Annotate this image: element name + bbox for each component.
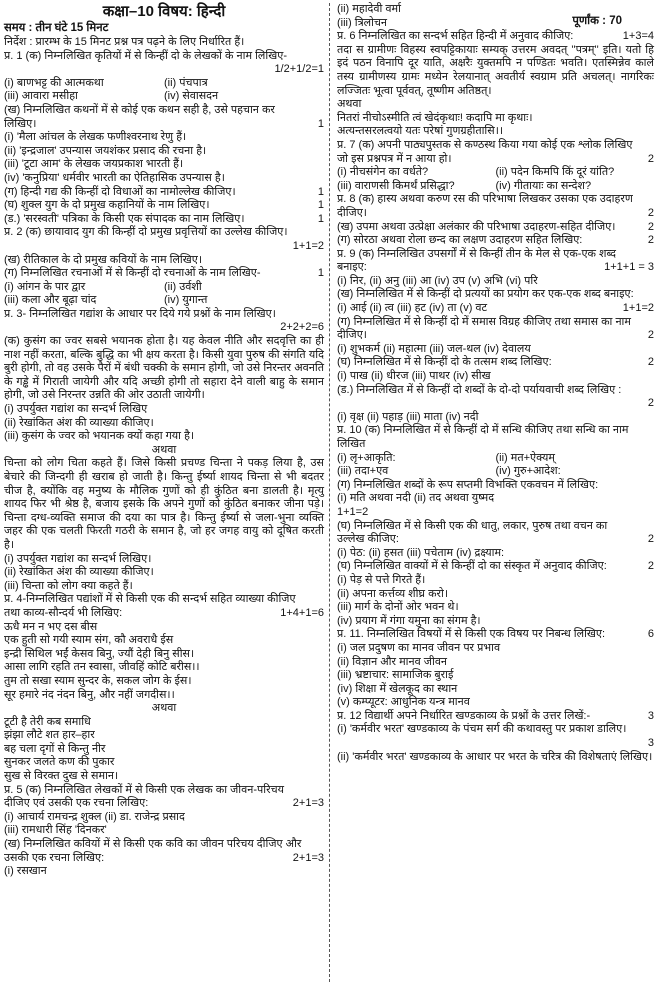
question-line (4, 199, 324, 213)
question-line (4, 417, 324, 431)
question-line (4, 403, 324, 417)
marks-value: 2 (647, 329, 654, 342)
question-line (4, 566, 324, 580)
line-text: प्र. 12 विद्यार्थी अपने निर्धारित खण्डकाव्य के प्रश्नों के उत्तर लिखें:- (337, 709, 591, 722)
question-line (4, 267, 324, 281)
option-item: (iv) युगान्त (164, 294, 208, 307)
question-line (337, 153, 654, 167)
question-line (337, 751, 654, 765)
question-line (4, 716, 324, 730)
question-line (4, 226, 324, 240)
marks-line (4, 321, 324, 335)
line-text: तथा काव्य-सौन्दर्य भी लिखिए: (4, 606, 123, 619)
option-item: (i) बाणभट्ट की आत्मकथा (4, 76, 104, 89)
question-line (337, 696, 654, 710)
line-text: (ii) रेखांकित अंश की व्याख्या कीजिए। (4, 416, 154, 429)
option-pair (337, 465, 654, 479)
question-line (337, 316, 654, 330)
option-pair (4, 281, 324, 295)
question-line (4, 553, 324, 567)
line-text: प्र. 6 निम्नलिखित का सन्दर्भ सहित हिन्दी में अनुवाद कीजिए: (337, 30, 574, 43)
marks-value: 1 (317, 199, 324, 212)
line-text: लिखिए। (4, 117, 37, 130)
question-line (4, 90, 324, 104)
right-column (329, 3, 654, 982)
option-item: (i) नीचसंगेन का वर्धते? (337, 166, 429, 179)
question-line (4, 118, 324, 132)
line-text: (iii) कुसंग के ज्वर को भयानक क्यों कहा गया है। (4, 430, 195, 443)
question-line (4, 689, 324, 703)
line-text: 1+1=2 (337, 505, 369, 518)
line-text: बह चला दृगों से किन्तु नीर (4, 742, 106, 755)
question-line (4, 308, 324, 322)
line-text: (iv) प्रयाग में गंगा यमुना का संगम है। (337, 614, 481, 627)
line-text: अथवा (337, 98, 362, 111)
question-line (337, 261, 654, 275)
line-text: (ii) 'इन्द्रजाल' उपन्यास जयशंकर प्रसाद की रचना है। (4, 144, 207, 157)
question-line (337, 628, 654, 642)
marks-value: 1+4+1=6 (280, 606, 324, 619)
marks-value: 6 (647, 628, 654, 641)
question-line (4, 702, 324, 716)
marks-line (337, 397, 654, 411)
marks-value: 1 (317, 117, 324, 130)
right-column-lines (337, 3, 654, 764)
question-line (337, 411, 654, 425)
line-text: उसकी एक रचना लिखिए: (4, 851, 105, 864)
question-line (337, 588, 654, 602)
question-line (4, 186, 324, 200)
line-text: (घ) निम्नलिखित में से किसी एक की धातु, लकार, पुरुष तथा वचन का (337, 519, 608, 532)
line-text: (iii) त्रिलोचन (337, 16, 388, 29)
option-item: (ii) मत+ऐक्यम् (495, 451, 555, 464)
line-text: निर्देश : प्रारम्भ के 15 मिनट प्रश्न पत्र पढ़ने के लिए निर्धारित हैं। (4, 36, 245, 48)
question-line (4, 661, 324, 675)
line-text: तुम तो सखा स्याम सुन्दर के, सकल जोग के ईस। (4, 674, 192, 687)
question-line (4, 634, 324, 648)
question-line (4, 50, 324, 64)
left-column (4, 3, 329, 982)
question-line (4, 213, 324, 227)
line-text: तदा स ग्रामीणः विहस्य स्वपट्टिकायाः सम्यक् उत्तरम अवदत् ''पत्रम्'' इति। यतो हि इदं पठन विनापि दूर याति, अक्षरैः युक्तमपि न पण्डितः भवति। एतस्मिन्नेव काले तस्य ग्रामीणस्य ग्रामः मध्येन रेलयानात् अवतीर्य स्वग्राम प्रति अचलत्। नागरिकः लज्जितः भूत्वा पूर्ववत्, तूष्णीम अतिष्ठत्। (337, 43, 654, 97)
line-text: (i) शुभकर्म (ii) महात्मा (iii) जल-थल (iv) देवालय (337, 342, 531, 355)
marks-value: 2 (647, 220, 654, 233)
question-line (337, 656, 654, 670)
line-text: प्र. 1 (क) निम्नलिखित कृतियों में से किन्हीं दो के लेखकों के नाम लिखिए- (4, 49, 287, 62)
line-text: जो इस प्रश्नपत्र में न आया हो। (337, 152, 452, 165)
option-pair (4, 77, 324, 91)
line-text: (iii) मार्ग के दोनों ओर भवन थे। (337, 601, 459, 614)
line-text: ऊधै मन न भए दस बीस (4, 620, 98, 633)
question-line (337, 30, 654, 44)
line-text: (ग) निम्नलिखित रचनाओं में से किन्हीं दो रचनाओं के नाम लिखिए- (4, 267, 261, 280)
line-text: (iii) रामधारी सिंह 'दिनकर' (4, 824, 107, 837)
line-text: (iii) 'टूटा आम' के लेखक जयप्रकाश भारती हैं। (4, 158, 184, 171)
marks-value: 1+1=2 (292, 239, 324, 252)
question-line (337, 329, 654, 343)
line-text: (i) निर, (ii) अनु (iii) आ (iv) उप (v) अभि (vi) परि (337, 274, 538, 287)
question-line (337, 574, 654, 588)
line-text: (ग) सोरठा अथवा रोला छन्द का लक्षण उदाहरण सहित लिखिए: (337, 234, 583, 247)
line-text: (i) 'कर्मवीर भरत' खण्डकाव्य के पंचम सर्ग की कथावस्तु पर प्रकाश डालिए। (337, 723, 627, 736)
question-line (337, 139, 654, 153)
line-text: प्र. 2 (क) छायावाद युग की किन्हीं दो प्रमुख प्रवृत्तियों का उल्लेख कीजिए। (4, 226, 288, 239)
line-text: बनाइए: (337, 261, 367, 274)
question-line (337, 343, 654, 357)
question-line (337, 248, 654, 262)
option-item: (ii) पदेन किमपि किं दूरं यांति? (495, 166, 615, 179)
line-text: सूर हमारे नंद नंदन बिनु, और नहीं जगदीस।। (4, 688, 175, 701)
question-line (4, 158, 324, 172)
line-text: प्र. 8 (क) हास्य अथवा करुण रस की परिभाषा लिखकर उसका एक उदाहरण (337, 193, 633, 206)
line-text: दीजिए। (337, 329, 367, 342)
line-text: सुनकर जलते कण की पुकार (4, 756, 115, 769)
question-line (337, 710, 654, 724)
option-item: (iii) वाराणसी किमर्थं प्रसिद्धा? (337, 179, 455, 192)
marks-value: 2 (647, 356, 654, 369)
line-text: लिखित (337, 438, 366, 450)
line-text: (ग) निम्नलिखित में से किन्हीं दो में समास विग्रह कीजिए तथा समास का नाम (337, 315, 631, 328)
question-line (337, 601, 654, 615)
question-line (337, 506, 654, 520)
line-text: इन्द्री सिथिल भईं केसव बिनु, ज्यौं देही बिनु सीस। (4, 647, 195, 660)
option-item: (i) आंगन के पार द्वार (4, 280, 86, 293)
question-line (4, 172, 324, 186)
question-line (337, 234, 654, 248)
question-line (337, 560, 654, 574)
line-text: (i) पेठ: (ii) हसत (iii) पचेताम (iv) द्रक्ष्याम: (337, 546, 505, 559)
question-line (4, 865, 324, 879)
question-line (337, 288, 654, 302)
marks-value: 1 (317, 267, 324, 280)
question-line (4, 593, 324, 607)
question-line (337, 275, 654, 289)
option-item: (iv) सेवासदन (164, 90, 219, 103)
marks-value: 1+1+1 = 3 (604, 261, 654, 274)
line-text: (v) कम्प्यूटर: आधुनिक यन्त्र मानव (337, 696, 470, 709)
question-line (337, 669, 654, 683)
marks-value: 1 (317, 212, 324, 225)
question-line (337, 723, 654, 737)
line-text: (ii) 'कर्मवीर भरत' खण्डकाव्य के आधार पर भरत के चरित्र की विशेषताएं लिखिए। (337, 750, 653, 763)
question-line (337, 221, 654, 235)
line-text: (i) रसखान (4, 865, 47, 878)
question-line (4, 797, 324, 811)
question-line (337, 302, 654, 316)
line-text: (ख) निम्नलिखित कवियों में से किसी एक कवि का जीवन परिचय दीजिए और (4, 838, 302, 851)
line-text: (i) जल प्रदुषण का मानव जीवन पर प्रभाव (337, 641, 501, 654)
line-text: (i) आई (ii) त्व (iii) हट (iv) ता (v) वट (337, 302, 488, 315)
line-text: प्र. 3- निम्नलिखित गद्यांश के आधार पर दिये गये प्रश्नों के नाम लिखिए। (4, 307, 276, 320)
line-text: प्र. 9 (क) निम्नलिखित उपसर्गों में से किन्हीं तीन के मेल से एक-एक शब्द (337, 247, 617, 260)
question-line (337, 112, 654, 126)
question-line (4, 770, 324, 784)
question-line (337, 452, 654, 466)
option-pair (337, 180, 654, 194)
question-line (4, 430, 324, 444)
option-item: (i) लृ+आकृति: (337, 451, 396, 464)
marks-value: 1 (317, 185, 324, 198)
left-column-lines (4, 36, 324, 879)
question-line (337, 370, 654, 384)
marks-value: 1+3=4 (622, 30, 654, 43)
question-line (337, 180, 654, 194)
line-text: (घ) शुक्ल युग के दो प्रमुख कहानियों के नाम लिखिए। (4, 199, 210, 212)
question-line (4, 648, 324, 662)
question-line (337, 166, 654, 180)
line-text: (घ) निम्नलिखित में से किन्हीं दो के तत्सम शब्द लिखिए: (337, 356, 552, 369)
line-text: चिन्ता को लोग चिता कहते हैं। जिसे किसी प्रचण्ड चिन्ता ने पकड़ लिया है, उस बेचारे की जिन्दगी ही खराब हो जाती है। किन्तु ईर्ष्या शायद चिन्ता से भी बदतर चीज है, क्योंकि वह मनुष्य के मौलिक गुणों को ही कुंठित बना डालती है। मृत्यु शायद फिर भी श्रेष्ठ है, बजाय इसके कि अपने गुणों को कुंठित बनाकर जीना पड़े। चिन्ता दग्ध-व्यक्ति समाज की दया का पात्र है। किन्तु ईर्ष्या से जला-भुना व्यक्ति जहर की एक चलती फिरती गठरी के समान है, जो हर जगह वायु को दूषित करती है। (4, 457, 324, 551)
question-line (4, 335, 324, 403)
question-line (4, 580, 324, 594)
option-pair (337, 452, 654, 466)
option-item: (ii) उर्वशी (164, 280, 202, 293)
marks-value: 1/2+1/2=1 (274, 63, 324, 76)
line-text: (i) उपर्युक्त गद्यांश का सन्दर्भ लिखिए (4, 403, 148, 416)
line-text: आसा लागि रहति तन स्वासा, जीवहिं कोटि बरीस।। (4, 661, 200, 674)
line-text: अत्यन्तसरलत्वयो यतः परेषां गुणग्रहीतासि।। (337, 125, 504, 138)
question-line (4, 131, 324, 145)
question-line (337, 520, 654, 534)
line-text: (i) आचार्य रामचन्द्र शुक्ल (ii) डा. राजेन्द्र प्रसाद (4, 810, 185, 823)
line-text: (iii) भ्रष्टाचार: सामाजिक बुराई (337, 669, 454, 682)
marks-value: 2 (647, 533, 654, 546)
question-line (337, 492, 654, 506)
line-text: झंझा लौटे शत हार–हार (4, 729, 95, 742)
marks-line (4, 240, 324, 254)
line-text: (ग) निम्नलिखित शब्दों के रूप सप्तमी विभक्ति एकवचन में लिखिए: (337, 478, 599, 491)
question-line (4, 838, 324, 852)
line-text: अथवा (151, 443, 177, 456)
paper-columns (4, 3, 654, 982)
question-line (337, 356, 654, 370)
question-line (4, 104, 324, 118)
marks-value: 2+1=3 (292, 851, 324, 864)
question-line (337, 424, 654, 438)
question-line (4, 457, 324, 552)
question-line (337, 615, 654, 629)
question-line (4, 743, 324, 757)
line-text: (क) कुसंग का ज्वर सबसे भयानक होता है। यह केवल नीति और सदवृत्ति का ही नाश नहीं करता, बल्कि बुद्धि का भी क्षय करता है। किसी युवा पुरुष की संगति यदि बुरी होगी, तो वह उसके पैरों में बंधी चक्की के समान होगी, जो उसे निरन्तर अवनति के गड्ढे में गिराती जायेगी और यदि अच्छी होगी तो सहारा देने वाली बाहु के समान होगी, जो उसे निरन्तर उन्नति की ओर उठाती जायेगी। (4, 335, 324, 402)
paper-title: कक्षा–10 विषय: हिन्दी (102, 3, 226, 20)
line-text: (ii) विज्ञान और मानव जीवन (337, 655, 448, 668)
line-text: उल्लेख कीजिए: (337, 533, 399, 546)
question-line (4, 824, 324, 838)
line-text: दीजिए। (337, 206, 367, 219)
question-line (4, 756, 324, 770)
marks-value: 2 (647, 397, 654, 410)
question-line (4, 852, 324, 866)
total-marks: पूर्णांक : 70 (572, 15, 622, 27)
line-text: प्र. 11. निम्नलिखित विषयों में से किसी एक विषय पर निबन्ध लिखिए: (337, 628, 606, 641)
line-text: प्र. 4-निम्नलिखित पद्यांशों में से किसी एक की सन्दर्भ सहित व्याख्या कीजिए (4, 593, 296, 606)
question-line (337, 125, 654, 139)
marks-value: 2 (647, 206, 654, 219)
question-line (337, 683, 654, 697)
line-text: (ड.) निम्नलिखित में से किन्हीं दो शब्दों के दो-दो पर्यायवाची शब्द लिखिए : (337, 383, 622, 396)
option-pair (4, 90, 324, 104)
line-text: एक हुती सो गयी स्याम संग, कौ अवराधै ईस (4, 634, 174, 647)
line-text: नितरां नीचोऽस्मीति त्वं खेदंकृथाः! कदापि मा कृथाः। (337, 111, 533, 124)
marks-value: 2 (647, 234, 654, 247)
line-text: प्र. 10 (क) निम्नलिखित में से किन्हीं दो में सन्धि कीजिए तथा सन्धि का नाम (337, 424, 629, 437)
question-line (4, 675, 324, 689)
line-text: अथवा (151, 702, 177, 715)
option-item: (iii) तदा+एव (337, 465, 389, 478)
question-line (4, 444, 324, 458)
line-text: (ख) निम्नलिखित कथनों में से कोई एक कथन सही है, उसे पहचान कर (4, 103, 275, 116)
line-text: दीजिए एवं उसकी एक रचना लिखिए: (4, 797, 149, 810)
line-text: प्र. 7 (क) अपनी पाठ्यपुस्तक से कण्ठस्थ किया गया कोई एक श्लोक लिखिए (337, 138, 633, 151)
question-line (337, 438, 654, 452)
marks-value: 1+1=2 (622, 302, 654, 315)
line-text: (ii) महादेवी वर्मा (337, 3, 401, 15)
line-text: (iii) चिन्ता को लोग क्या कहते हैं। (4, 579, 133, 592)
question-line (4, 145, 324, 159)
line-text: (ख) रीतिकाल के दो प्रमुख कवियों के नाम लिखिए। (4, 253, 202, 266)
option-item: (iv) गीतायाः का सन्देश? (495, 179, 592, 192)
option-item: (iii) आवारा मसीहा (4, 90, 78, 103)
line-text: प्र. 5 (क) निम्नलिखित लेखकों में से किसी एक लेखक का जीवन-परिचय (4, 783, 284, 796)
line-text: (i) पाख (ii) धीरज (iii) पाथर (iv) सीख (337, 370, 491, 383)
option-item: (ii) पंचपात्र (164, 76, 208, 89)
marks-value: 2+2+2=6 (280, 321, 324, 334)
line-text: (ड.) 'सरस्वती' पत्रिका के किसी एक संपादक का नाम लिखिए। (4, 212, 245, 225)
line-text: (i) मति अथवा नदी (ii) तद अथवा युष्मद (337, 492, 495, 505)
time-allowed: समय : तीन घंटे 15 मिनट (4, 22, 109, 34)
question-line (4, 36, 324, 50)
marks-line (337, 737, 654, 751)
question-line (337, 98, 654, 112)
line-text: (iv) 'कनुप्रिया' धर्मवीर भारती का ऐतिहासिक उपन्यास है। (4, 171, 225, 184)
question-line (4, 811, 324, 825)
question-line (4, 729, 324, 743)
line-text: टूटी है तेरी कब समाधि (4, 715, 91, 728)
marks-value: 2+1=3 (292, 797, 324, 810)
question-line (337, 465, 654, 479)
question-line (337, 207, 654, 221)
question-line (4, 607, 324, 621)
question-line (337, 384, 654, 398)
question-line (337, 193, 654, 207)
line-text: (i) वृक्ष (ii) पहाड़ (iii) माता (iv) नदी (337, 410, 479, 423)
line-text: (ख) निम्नलिखित में से किन्हीं दो प्रत्ययों का प्रयोग कर एक-एक शब्द बनाइए: (337, 288, 634, 301)
line-text: सुख से विरक्त दुख से समान। (4, 770, 119, 783)
line-text: (i) पेड़ से पत्ते गिरते हैं। (337, 573, 426, 586)
question-line (4, 784, 324, 798)
marks-value: 3 (647, 709, 654, 722)
line-text: (iv) शिक्षा में खेलकूद का स्थान (337, 682, 458, 695)
question-line (4, 621, 324, 635)
question-line (337, 547, 654, 561)
line-text: (ii) अपना कर्त्तव्य शीघ्र करो। (337, 587, 449, 600)
question-line (337, 479, 654, 493)
question-line (4, 281, 324, 295)
question-line (4, 294, 324, 308)
question-line (337, 44, 654, 98)
option-item: (iv) गुरु+आदेश: (495, 465, 561, 478)
question-line (337, 533, 654, 547)
line-text: (ख) उपमा अथवा उत्प्रेक्षा अलंकार की परिभाषा उदाहरण-सहित दीजिए। (337, 220, 616, 233)
question-line (4, 254, 324, 268)
line-text: (i) 'मैला आंचल के लेखक फणीश्वरनाथ रेणु हैं। (4, 131, 187, 144)
marks-value: 2 (647, 152, 654, 165)
line-text: (घ) निम्नलिखित वाक्यों में से किन्हीं दो का संस्कृत में अनुवाद कीजिए: (337, 560, 607, 573)
marks-value: 2 (647, 560, 654, 573)
option-item: (iii) कला और बूढ़ा चांद (4, 294, 97, 307)
line-text: (ii) रेखांकित अंश की व्याख्या कीजिए। (4, 566, 154, 579)
marks-line (4, 63, 324, 77)
line-text: (ग) हिन्दी गद्य की किन्हीं दो विधाओं का नामोल्लेख कीजिए। (4, 185, 236, 198)
question-line (4, 77, 324, 91)
line-text: (i) उपर्युक्त गद्यांश का सन्दर्भ लिखिए। (4, 552, 152, 565)
option-pair (337, 166, 654, 180)
marks-value: 3 (647, 737, 654, 750)
question-line (337, 642, 654, 656)
option-pair (4, 294, 324, 308)
